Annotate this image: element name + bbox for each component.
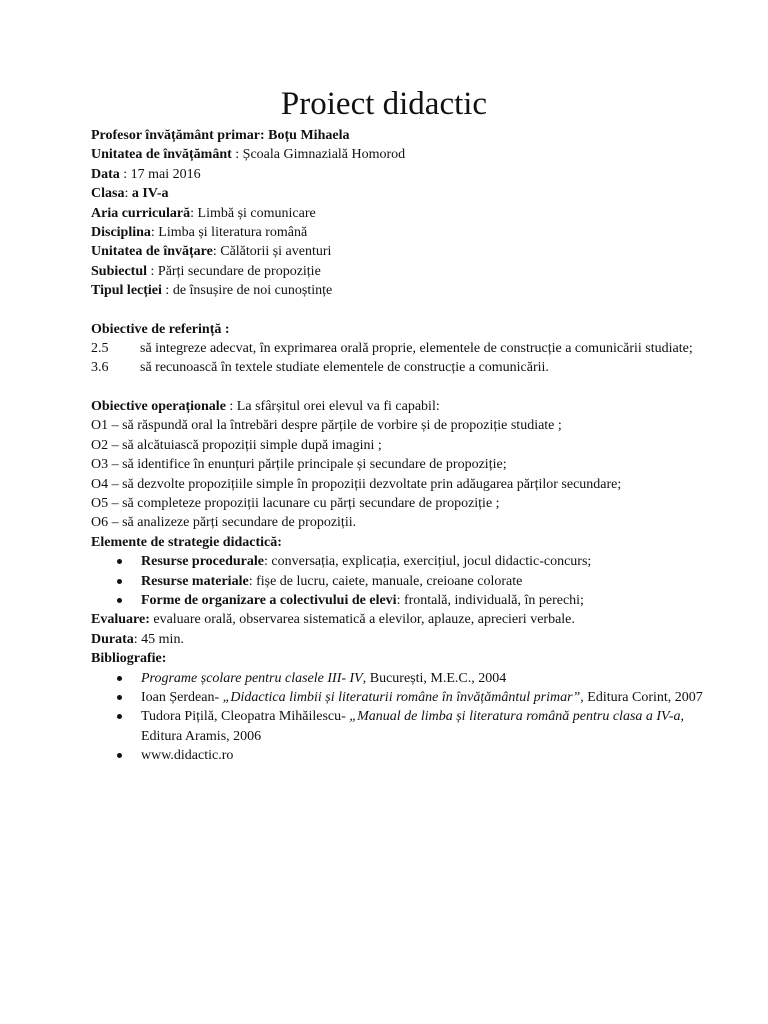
field-value: de însușire de noi cunoștințe <box>172 283 333 299</box>
field-disciplina <box>91 223 711 242</box>
bib-author: Tudora Pițilă, Cleopatra Mihăilescu- <box>141 709 350 725</box>
section-strategie <box>91 533 711 611</box>
field-value: Părți secundare de propoziție <box>157 263 321 279</box>
field-value: Călătorii și aventuri <box>220 244 332 260</box>
operational-objective: O2 – să alcătuiască propoziții simple după imagini ; <box>91 437 382 453</box>
bib-title: „Manual de limba și literatura română pentru clasa a IV-a <box>349 709 681 725</box>
field-subiectul <box>91 262 711 281</box>
bullet-icon <box>117 753 122 758</box>
durata-text: : 45 min. <box>133 631 184 647</box>
field-value: Limbă și comunicare <box>197 205 316 221</box>
field-label: Disciplina <box>91 225 151 241</box>
field-value: Școala Gimnazială Homorod <box>242 147 406 163</box>
field-separator: : <box>161 283 173 299</box>
bib-publisher: , București, M.E.C., 2004 <box>362 670 507 686</box>
field-clasa <box>91 184 711 203</box>
document-title: Proiect didactic <box>280 86 488 122</box>
bibliography-item <box>91 669 711 688</box>
field-separator: : <box>190 205 198 221</box>
evaluare-line <box>91 610 711 629</box>
field-data <box>91 165 711 184</box>
objective-item <box>91 339 711 358</box>
bib-title: Programe școlare pentru clasele III- IV <box>141 670 363 686</box>
strategy-label: Forme de organizare a colectivului de elevi <box>141 592 397 608</box>
spacer <box>91 301 711 320</box>
spacer <box>91 378 711 397</box>
field-label: Profesor învățământ primar: Boțu Mihaela <box>91 128 350 143</box>
field-value: a IV-a <box>131 186 169 202</box>
bullet-icon <box>117 559 122 564</box>
strategy-item <box>91 591 711 610</box>
field-label: Clasa <box>91 186 125 202</box>
bibliography-item <box>91 688 711 707</box>
bibliography-item <box>91 707 711 746</box>
bibliography-list <box>91 669 711 766</box>
section-heading-line <box>91 397 711 416</box>
bullet-icon <box>117 714 122 719</box>
bullet-icon <box>117 695 122 700</box>
section-heading: Elemente de strategie didactică: <box>91 534 282 550</box>
bullet-icon <box>117 676 122 681</box>
section-obiective-operationale <box>91 397 711 533</box>
strategy-item <box>91 552 711 571</box>
field-aria-curriculara <box>91 204 711 223</box>
section-heading: Bibliografie: <box>91 651 167 667</box>
bib-title: „Didactica limbii și literaturii române în învățământul primar” <box>222 689 581 705</box>
field-profesor <box>91 126 711 145</box>
section-heading: Obiective de referință : <box>91 321 230 337</box>
bib-author: Ioan Șerdean- <box>141 689 223 705</box>
header-fields <box>91 126 711 301</box>
strategy-text: : fișe de lucru, caiete, manuale, creioane colorate <box>248 573 523 589</box>
field-label: Data <box>91 166 120 182</box>
durata-line <box>91 630 711 649</box>
strategy-list <box>91 552 711 610</box>
section-obiective-referinta <box>91 320 711 378</box>
evaluare-label: Evaluare: <box>91 612 150 628</box>
strategy-text: : frontală, individuală, în perechi; <box>396 592 584 608</box>
bib-publisher: , Editura Corint, 2007 <box>580 689 703 705</box>
section-bibliografie <box>91 649 711 765</box>
field-separator: : <box>231 147 243 163</box>
bibliography-item <box>91 746 711 765</box>
field-label: Aria curriculară <box>91 205 191 221</box>
field-separator: : <box>147 263 158 279</box>
field-value: Limba și literatura română <box>158 225 308 241</box>
field-unitatea-invatamant <box>91 145 711 164</box>
field-label: Unitatea de învățământ <box>91 147 232 163</box>
section-intro: : La sfârșitul orei elevul va fi capabil: <box>225 398 440 414</box>
field-separator: : <box>124 186 132 202</box>
field-tipul-lectiei <box>91 281 711 300</box>
field-label: Tipul lecției <box>91 283 162 299</box>
bib-link: www.didactic.ro <box>141 748 234 764</box>
objective-text: să recunoască în textele studiate elementele de construcție a comunicării. <box>140 360 549 376</box>
field-separator: : <box>119 166 131 182</box>
operational-objective: O5 – să completeze propoziții lacunare cu părți secundare de propoziție ; <box>91 495 500 511</box>
objective-number: 2.5 <box>91 341 109 357</box>
bullet-icon <box>117 579 122 584</box>
field-separator: : <box>150 225 159 241</box>
bib-publisher: , Editura Aramis, 2006 <box>141 709 684 744</box>
field-label: Subiectul <box>91 263 148 279</box>
section-heading: Obiective operaționale <box>91 398 226 414</box>
bullet-icon <box>117 598 122 603</box>
field-separator: : <box>212 244 221 260</box>
evaluare-text: evaluare orală, observarea sistematică a elevilor, aplauze, aprecieri verbale. <box>149 612 575 628</box>
operational-objective: O3 – să identifice în enunțuri părțile principale și secundare de propoziție; <box>91 457 507 473</box>
durata-label: Durata <box>91 631 134 647</box>
strategy-text: : conversația, explicația, exercițiul, jocul didactic-concurs; <box>264 554 592 570</box>
operational-objective: O4 – să dezvolte propozițiile simple în propoziții dezvoltate prin adăugarea părților secundare; <box>91 476 622 492</box>
strategy-label: Resurse procedurale <box>141 554 264 570</box>
objective-text: să integreze adecvat, în exprimarea orală proprie, elementele de construcție a comunicării studiate; <box>140 341 693 357</box>
strategy-item <box>91 572 711 591</box>
strategy-label: Resurse materiale <box>141 573 249 589</box>
field-value: 17 mai 2016 <box>130 166 201 182</box>
field-unitatea-invatare <box>91 242 711 261</box>
operational-objective: O1 – să răspundă oral la întrebări despre părțile de vorbire și de propoziție studiate ; <box>91 418 562 434</box>
document-body <box>91 126 711 766</box>
objective-number: 3.6 <box>91 360 109 376</box>
objective-item <box>91 358 711 377</box>
operational-objective: O6 – să analizeze părți secundare de propoziții. <box>91 515 357 531</box>
field-label: Unitatea de învățare <box>91 244 213 260</box>
